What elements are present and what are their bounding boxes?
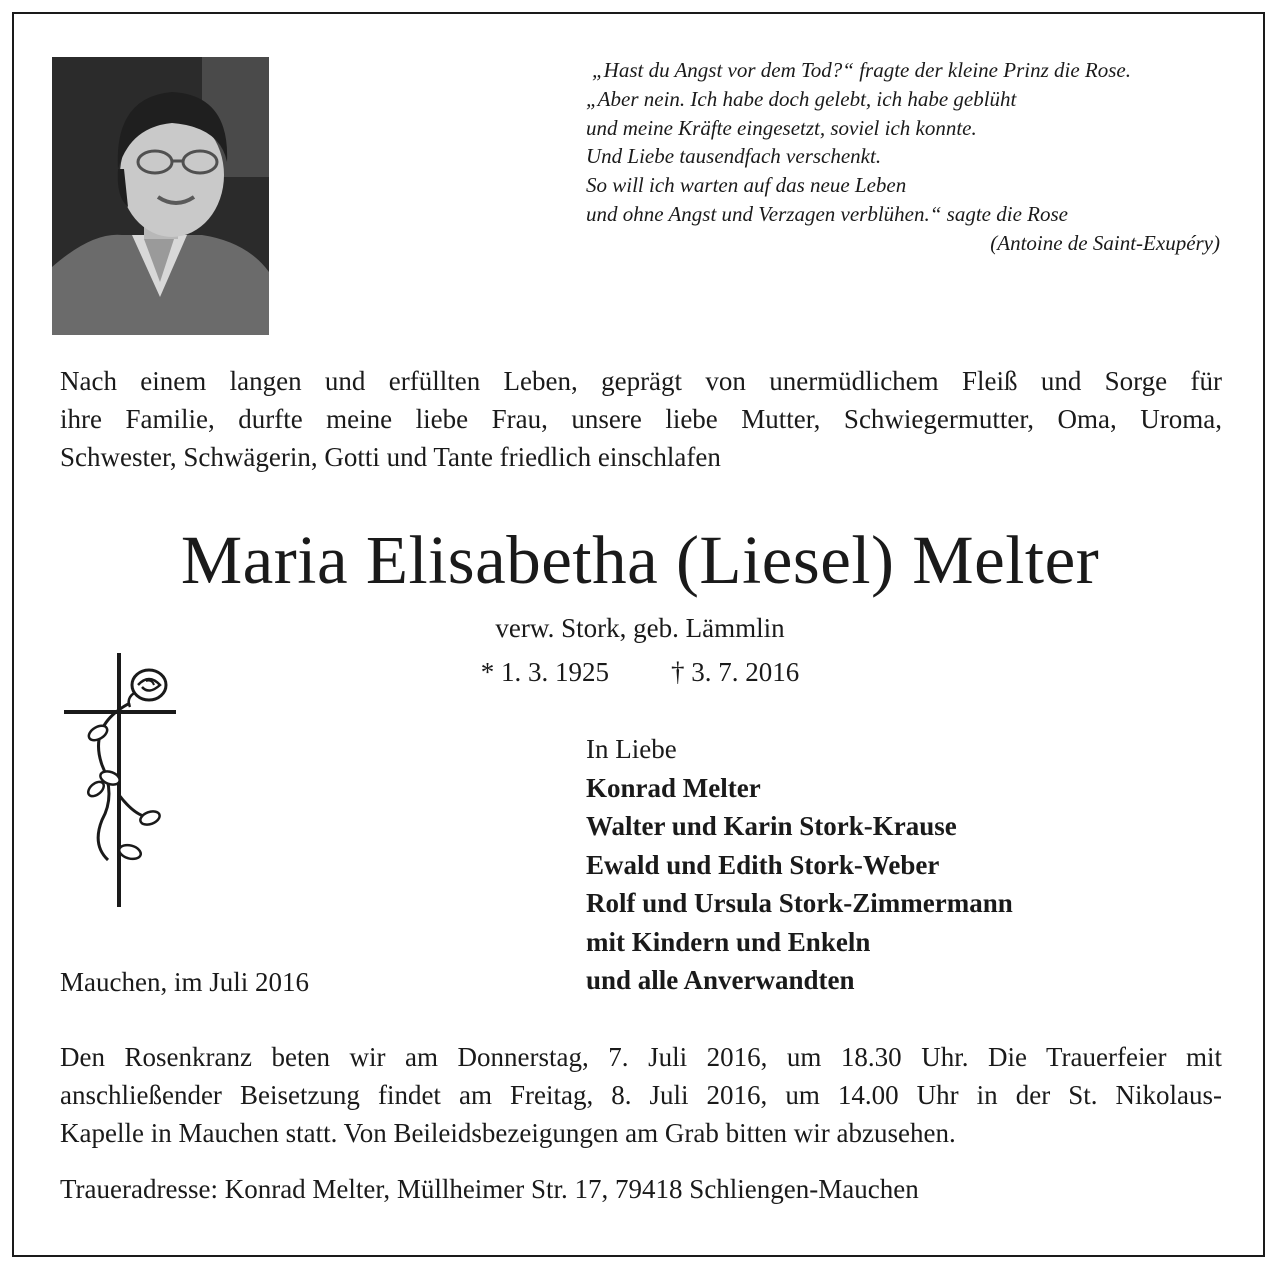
mourning-address: Traueradresse: Konrad Melter, Müllheimer Str. 17, 79418 Schliengen-Mauchen bbox=[60, 1174, 919, 1204]
family-member: und alle Anverwandten bbox=[586, 965, 855, 995]
family-block bbox=[586, 730, 1013, 1000]
quote-line: und ohne Angst und Verzagen verblühen.“ sagte die Rose bbox=[586, 201, 1068, 226]
family-member: Walter und Karin Stork-Krause bbox=[586, 811, 957, 841]
intro-line: Schwester, Schwägerin, Gotti und Tante friedlich einschlafen bbox=[60, 442, 721, 472]
family-member: Ewald und Edith Stork-Weber bbox=[586, 849, 940, 880]
death-date: † 3. 7. 2016 bbox=[671, 657, 800, 687]
quote-line: Und Liebe tausendfach verschenkt. bbox=[586, 144, 882, 169]
service-line: Den Rosenkranz beten wir am Donnerstag, 7. Juli 2016, um 18.30 Uhr. Die Trauerfeier mit bbox=[60, 1042, 1222, 1072]
service-paragraph bbox=[60, 1038, 1222, 1152]
cross-graphic bbox=[58, 645, 180, 910]
portrait-photo bbox=[52, 57, 269, 335]
family-heading: In Liebe bbox=[586, 734, 677, 764]
family-member: Rolf und Ursula Stork-Zimmermann bbox=[586, 888, 1013, 918]
portrait-image bbox=[52, 57, 269, 335]
deceased-name: Maria Elisabetha (Liesel) Melter bbox=[180, 522, 1100, 598]
quote-line: und meine Kräfte eingesetzt, soviel ich konnte. bbox=[586, 115, 977, 140]
family-member: mit Kindern und Enkeln bbox=[586, 926, 871, 957]
service-line: anschließender Beisetzung findet am Freitag, 8. Juli 2016, um 14.00 Uhr in der St. Nikolaus- bbox=[60, 1080, 1222, 1110]
intro-paragraph bbox=[60, 362, 1222, 476]
quote-line: „Hast du Angst vor dem Tod?“ fragte der kleine Prinz die Rose. bbox=[592, 58, 1131, 82]
service-line: Kapelle in Mauchen statt. Von Beileidsbezeigungen am Grab bitten wir abzusehen. bbox=[60, 1118, 956, 1148]
quote-line: „Aber nein. Ich habe doch gelebt, ich habe geblüht bbox=[586, 86, 1017, 111]
place-and-date: Mauchen, im Juli 2016 bbox=[60, 967, 309, 997]
intro-line: Nach einem langen und erfüllten Leben, geprägt von unermüdlichem Fleiß und Sorge für bbox=[60, 366, 1222, 396]
family-member: Konrad Melter bbox=[586, 772, 761, 803]
intro-line: ihre Familie, durfte meine liebe Frau, unsere liebe Mutter, Schwiegermutter, Oma, Uroma, bbox=[60, 404, 1222, 434]
quote-line: So will ich warten auf das neue Leben bbox=[586, 173, 907, 198]
birth-date: * 1. 3. 1925 bbox=[480, 657, 609, 687]
quote-block bbox=[586, 56, 1226, 258]
life-dates bbox=[0, 654, 1280, 690]
quote-author: (Antoine de Saint-Exupéry) bbox=[990, 230, 1220, 255]
deceased-subname: verw. Stork, geb. Lämmlin bbox=[495, 613, 785, 643]
rose-icon bbox=[129, 670, 166, 707]
cross-with-rose-icon bbox=[58, 645, 180, 910]
